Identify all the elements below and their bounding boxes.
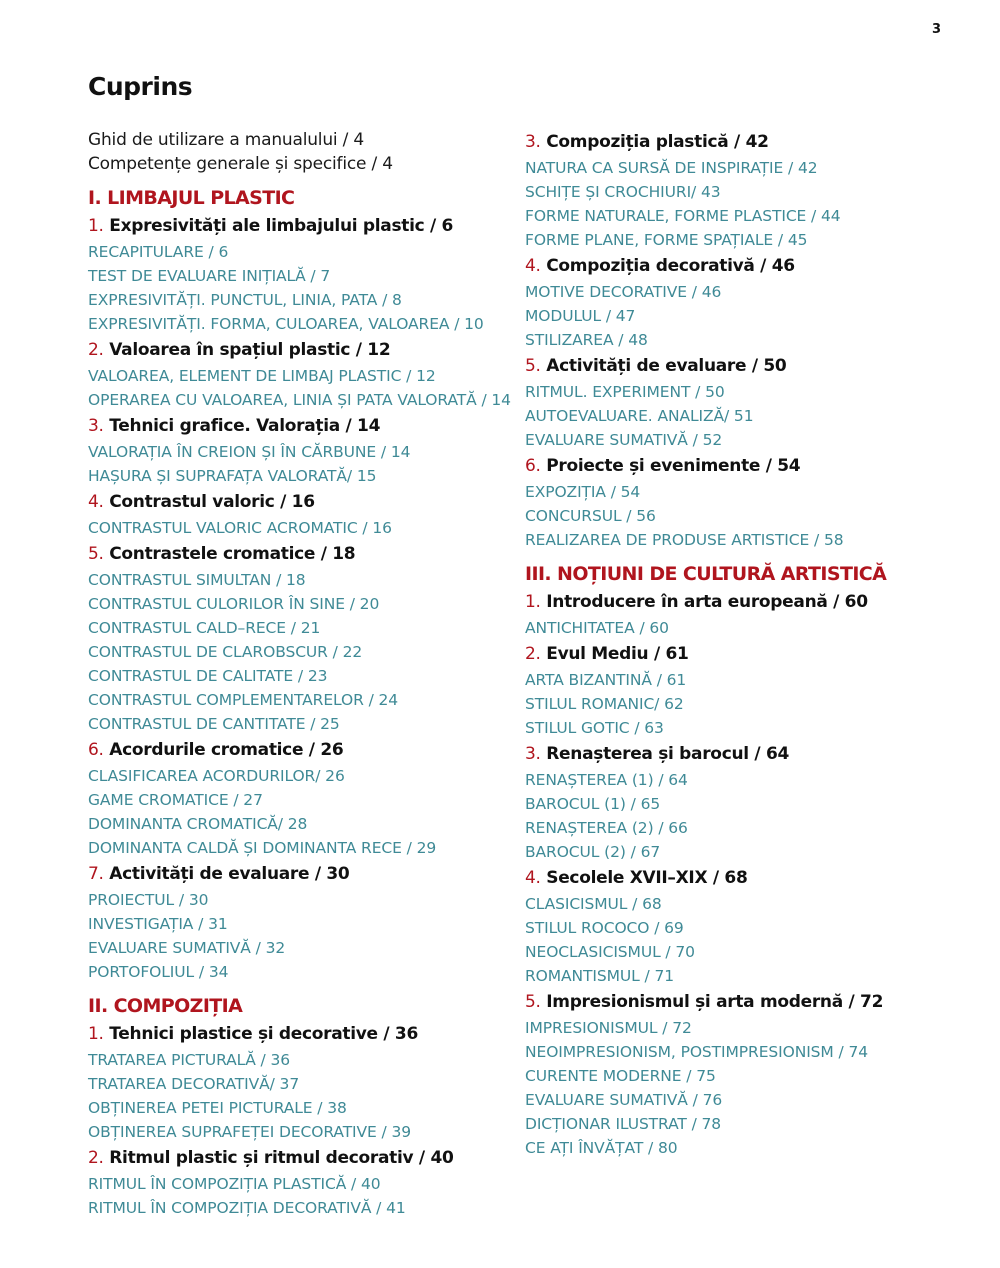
chapter-title: Acordurile cromatice / 26 xyxy=(109,740,344,760)
page-title: Cuprins xyxy=(88,72,193,101)
toc-lesson-entry[interactable]: HAȘURA ȘI SUPRAFAȚA VALORATĂ/ 15 xyxy=(88,467,377,485)
toc-lesson-entry[interactable]: DOMINANTA CROMATICĂ/ 28 xyxy=(88,815,308,833)
chapter-number: 5. xyxy=(88,544,104,564)
toc-lesson-entry[interactable]: CONTRASTUL CULORILOR ÎN SINE / 20 xyxy=(88,595,380,613)
toc-lesson-entry[interactable]: RECAPITULARE / 6 xyxy=(88,243,229,261)
toc-lesson-entry[interactable]: RENAȘTEREA (1) / 64 xyxy=(525,771,688,789)
toc-lesson-entry[interactable]: TRATAREA PICTURALĂ / 36 xyxy=(88,1051,291,1069)
toc-lesson-entry[interactable]: EXPRESIVITĂȚI. FORMA, CULOAREA, VALOAREA / 10 xyxy=(88,315,484,333)
toc-chapter-heading[interactable] xyxy=(88,212,508,240)
toc-left-column xyxy=(88,128,511,1220)
toc-lesson-entry[interactable]: STILUL ROMANIC/ 62 xyxy=(525,695,684,713)
chapter-title: Secolele XVII–XIX / 68 xyxy=(546,868,748,888)
toc-lesson-entry[interactable]: CONTRASTUL DE CLAROBSCUR / 22 xyxy=(88,643,363,661)
toc-lesson-entry[interactable]: CONTRASTUL COMPLEMENTARELOR / 24 xyxy=(88,691,399,709)
toc-lesson-entry[interactable]: PORTOFOLIUL / 34 xyxy=(88,963,229,981)
chapter-title: Contrastele cromatice / 18 xyxy=(109,544,356,564)
chapter-title: Ritmul plastic și ritmul decorativ / 40 xyxy=(109,1148,454,1168)
toc-lesson-entry[interactable]: NATURA CA SURSĂ DE INSPIRAȚIE / 42 xyxy=(525,159,818,177)
toc-lesson-entry[interactable]: CLASICISMUL / 68 xyxy=(525,895,662,913)
toc-chapter-heading[interactable] xyxy=(525,988,985,1016)
chapter-title: Proiecte și evenimente / 54 xyxy=(546,456,801,476)
toc-lesson-entry[interactable]: BAROCUL (1) / 65 xyxy=(525,795,661,813)
chapter-title: Tehnici grafice. Valorația / 14 xyxy=(109,416,381,436)
toc-chapter-heading[interactable] xyxy=(525,252,985,280)
toc-lesson-entry[interactable]: DICȚIONAR ILUSTRAT / 78 xyxy=(525,1115,722,1133)
toc-lesson-entry[interactable]: RITMUL ÎN COMPOZIȚIA DECORATIVĂ / 41 xyxy=(88,1199,406,1217)
toc-right-column xyxy=(525,128,985,1160)
chapter-number: 2. xyxy=(88,340,104,360)
toc-lesson-entry[interactable]: TEST DE EVALUARE INIȚIALĂ / 7 xyxy=(88,267,331,285)
toc-lesson-entry[interactable]: CONCURSUL / 56 xyxy=(525,507,656,525)
toc-lesson-entry[interactable]: IMPRESIONISMUL / 72 xyxy=(525,1019,692,1037)
toc-lesson-entry[interactable]: AUTOEVALUARE. ANALIZĂ/ 51 xyxy=(525,407,754,425)
chapter-number: 1. xyxy=(88,216,104,236)
toc-lesson-entry[interactable]: NEOIMPRESIONISM, POSTIMPRESIONISM / 74 xyxy=(525,1043,868,1061)
toc-chapter-heading[interactable] xyxy=(525,588,985,616)
chapter-title: Tehnici plastice și decorative / 36 xyxy=(109,1024,418,1044)
toc-lesson-entry[interactable]: FORME PLANE, FORME SPAȚIALE / 45 xyxy=(525,231,808,249)
chapter-number: 5. xyxy=(525,992,541,1012)
toc-lesson-entry[interactable]: ANTICHITATEA / 60 xyxy=(525,619,669,637)
toc-chapter-heading[interactable] xyxy=(88,412,508,440)
toc-lesson-entry[interactable]: STILIZAREA / 48 xyxy=(525,331,648,349)
toc-lesson-entry[interactable]: ARTA BIZANTINĂ / 61 xyxy=(525,671,687,689)
toc-lesson-entry[interactable]: EVALUARE SUMATIVĂ / 52 xyxy=(525,431,723,449)
toc-chapter-heading[interactable] xyxy=(88,488,508,516)
chapter-number: 1. xyxy=(88,1024,104,1044)
chapter-title: Contrastul valoric / 16 xyxy=(109,492,315,512)
toc-lesson-entry[interactable]: STILUL ROCOCO / 69 xyxy=(525,919,684,937)
toc-lesson-entry[interactable]: EXPOZIȚIA / 54 xyxy=(525,483,641,501)
toc-lesson-entry[interactable]: MOTIVE DECORATIVE / 46 xyxy=(525,283,722,301)
chapter-title: Impresionismul și arta modernă / 72 xyxy=(546,992,884,1012)
chapter-title: Compoziția decorativă / 46 xyxy=(546,256,795,276)
chapter-title: Activități de evaluare / 30 xyxy=(109,864,350,884)
chapter-title: Activități de evaluare / 50 xyxy=(546,356,787,376)
toc-lesson-entry[interactable]: CONTRASTUL CALD–RECE / 21 xyxy=(88,619,321,637)
toc-chapter-heading[interactable] xyxy=(525,864,985,892)
chapter-number: 2. xyxy=(88,1148,104,1168)
toc-lesson-entry[interactable]: VALORAȚIA ÎN CREION ȘI ÎN CĂRBUNE / 14 xyxy=(88,443,411,461)
toc-section-title: I. LIMBAJUL PLASTIC xyxy=(88,187,295,209)
chapter-number: 5. xyxy=(525,356,541,376)
toc-lesson-entry[interactable]: EVALUARE SUMATIVĂ / 32 xyxy=(88,939,286,957)
toc-lesson-entry[interactable]: REALIZAREA DE PRODUSE ARTISTICE / 58 xyxy=(525,531,844,549)
toc-chapter-heading[interactable] xyxy=(525,352,985,380)
chapter-number: 3. xyxy=(88,416,104,436)
toc-chapter-heading[interactable] xyxy=(525,128,985,156)
toc-lesson-entry[interactable]: CE AȚI ÎNVĂȚAT / 80 xyxy=(525,1139,678,1157)
toc-lesson-entry[interactable]: CONTRASTUL DE CALITATE / 23 xyxy=(88,667,328,685)
toc-intro-entry[interactable]: Ghid de utilizare a manualului / 4 xyxy=(88,130,364,150)
toc-lesson-entry[interactable]: CURENTE MODERNE / 75 xyxy=(525,1067,716,1085)
toc-lesson-entry[interactable]: DOMINANTA CALDĂ ȘI DOMINANTA RECE / 29 xyxy=(88,839,437,857)
toc-lesson-entry[interactable]: CLASIFICAREA ACORDURILOR/ 26 xyxy=(88,767,345,785)
toc-lesson-entry[interactable]: EVALUARE SUMATIVĂ / 76 xyxy=(525,1091,723,1109)
toc-chapter-heading[interactable] xyxy=(88,1020,508,1048)
toc-lesson-entry[interactable]: CONTRASTUL SIMULTAN / 18 xyxy=(88,571,306,589)
toc-lesson-entry[interactable]: ROMANTISMUL / 71 xyxy=(525,967,674,985)
toc-lesson-entry[interactable]: TRATAREA DECORATIVĂ/ 37 xyxy=(88,1075,300,1093)
chapter-title: Introducere în arta europeană / 60 xyxy=(546,592,868,612)
toc-lesson-entry[interactable]: CONTRASTUL VALORIC ACROMATIC / 16 xyxy=(88,519,392,537)
chapter-number: 4. xyxy=(88,492,104,512)
toc-lesson-entry[interactable]: GAME CROMATICE / 27 xyxy=(88,791,263,809)
toc-lesson-entry[interactable]: BAROCUL (2) / 67 xyxy=(525,843,661,861)
toc-lesson-entry[interactable]: SCHIȚE ȘI CROCHIURI/ 43 xyxy=(525,183,721,201)
toc-lesson-entry[interactable]: RITMUL ÎN COMPOZIȚIA PLASTICĂ / 40 xyxy=(88,1175,381,1193)
toc-intro-entry[interactable]: Competențe generale și specifice / 4 xyxy=(88,154,393,174)
toc-lesson-entry[interactable]: OPERAREA CU VALOAREA, LINIA ȘI PATA VALORATĂ / 14 xyxy=(88,391,511,409)
toc-lesson-entry[interactable]: NEOCLASICISMUL / 70 xyxy=(525,943,695,961)
chapter-number: 4. xyxy=(525,256,541,276)
chapter-number: 6. xyxy=(88,740,104,760)
chapter-number: 3. xyxy=(525,132,541,152)
toc-lesson-entry[interactable]: RENAȘTEREA (2) / 66 xyxy=(525,819,688,837)
toc-section-title: III. NOȚIUNI DE CULTURĂ ARTISTICĂ xyxy=(525,563,887,585)
chapter-title: Valoarea în spațiul plastic / 12 xyxy=(109,340,391,360)
toc-lesson-entry[interactable]: OBȚINEREA PETEI PICTURALE / 38 xyxy=(88,1099,347,1117)
toc-lesson-entry[interactable]: INVESTIGAȚIA / 31 xyxy=(88,915,228,933)
toc-chapter-heading[interactable] xyxy=(525,640,985,668)
toc-chapter-heading[interactable] xyxy=(88,540,508,568)
chapter-title: Renașterea și barocul / 64 xyxy=(546,744,790,764)
chapter-number: 4. xyxy=(525,868,541,888)
toc-chapter-heading[interactable] xyxy=(88,860,508,888)
toc-lesson-entry[interactable]: EXPRESIVITĂȚI. PUNCTUL, LINIA, PATA / 8 xyxy=(88,291,402,309)
chapter-number: 7. xyxy=(88,864,104,884)
chapter-number: 6. xyxy=(525,456,541,476)
chapter-title: Evul Mediu / 61 xyxy=(546,644,689,664)
toc-lesson-entry[interactable]: PROIECTUL / 30 xyxy=(88,891,209,909)
chapter-title: Compoziția plastică / 42 xyxy=(546,132,769,152)
toc-lesson-entry[interactable]: RITMUL. EXPERIMENT / 50 xyxy=(525,383,725,401)
toc-lesson-entry[interactable]: OBȚINEREA SUPRAFEȚEI DECORATIVE / 39 xyxy=(88,1123,412,1141)
toc-lesson-entry[interactable]: CONTRASTUL DE CANTITATE / 25 xyxy=(88,715,340,733)
toc-lesson-entry[interactable]: FORME NATURALE, FORME PLASTICE / 44 xyxy=(525,207,841,225)
toc-chapter-heading[interactable] xyxy=(88,1144,508,1172)
toc-chapter-heading[interactable] xyxy=(525,452,985,480)
toc-chapter-heading[interactable] xyxy=(525,740,985,768)
chapter-number: 3. xyxy=(525,744,541,764)
toc-lesson-entry[interactable]: VALOAREA, ELEMENT DE LIMBAJ PLASTIC / 12 xyxy=(88,367,436,385)
chapter-number: 2. xyxy=(525,644,541,664)
toc-lesson-entry[interactable]: STILUL GOTIC / 63 xyxy=(525,719,664,737)
page-number: 3 xyxy=(932,22,942,37)
toc-section-title: II. COMPOZIȚIA xyxy=(88,995,243,1017)
chapter-number: 1. xyxy=(525,592,541,612)
toc-lesson-entry[interactable]: MODULUL / 47 xyxy=(525,307,636,325)
chapter-title: Expresivități ale limbajului plastic / 6 xyxy=(109,216,454,236)
toc-chapter-heading[interactable] xyxy=(88,736,508,764)
toc-chapter-heading[interactable] xyxy=(88,336,508,364)
